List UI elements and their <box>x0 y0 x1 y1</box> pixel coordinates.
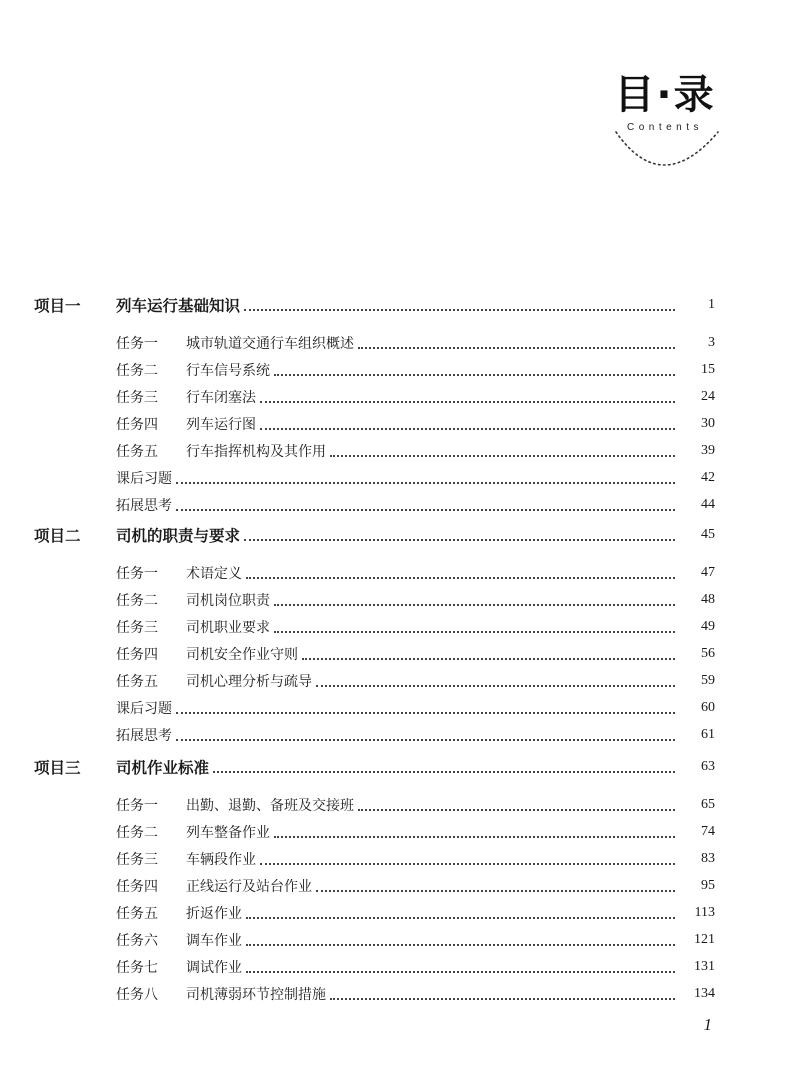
dot-leader <box>213 771 675 773</box>
dot-leader <box>246 944 675 946</box>
dot-leader <box>260 428 675 430</box>
toc-task-row[interactable] <box>116 587 715 613</box>
page-ref: 131 <box>694 959 715 974</box>
task-number: 任务二 <box>116 825 158 841</box>
task-title: 列车运行图 <box>186 417 256 433</box>
toc-task-row[interactable] <box>116 438 715 464</box>
task-title: 列车整备作业 <box>186 825 270 841</box>
dot-leader <box>246 971 675 973</box>
task-title: 拓展思考 <box>116 498 172 514</box>
dot-leader <box>316 685 675 687</box>
task-number: 任务二 <box>116 593 158 609</box>
task-title: 司机安全作业守则 <box>186 647 298 663</box>
task-title: 课后习题 <box>116 701 172 717</box>
task-title: 司机职业要求 <box>186 620 270 636</box>
task-title: 术语定义 <box>186 566 242 582</box>
page-ref: 47 <box>701 565 715 580</box>
toc-task-row[interactable] <box>116 668 715 694</box>
task-title: 折返作业 <box>186 906 242 922</box>
dot-leader <box>274 374 675 376</box>
page-subtitle: Contents <box>626 122 704 133</box>
toc-task-row[interactable] <box>116 981 715 1007</box>
page-ref: 121 <box>694 932 715 947</box>
task-number: 任务三 <box>116 852 158 868</box>
page-ref: 39 <box>701 443 715 458</box>
task-title: 出勤、退勤、备班及交接班 <box>186 798 354 814</box>
toc-task-row[interactable] <box>116 641 715 667</box>
page-ref: 24 <box>701 389 715 404</box>
dot-leader <box>302 658 675 660</box>
page-ref: 65 <box>701 797 715 812</box>
dot-leader <box>260 863 675 865</box>
toc-project-row[interactable] <box>34 522 715 548</box>
page-ref: 134 <box>694 986 715 1001</box>
toc-task-row[interactable] <box>116 819 715 845</box>
task-title: 司机心理分析与疏导 <box>186 674 312 690</box>
project-number: 项目一 <box>34 297 81 315</box>
project-title: 列车运行基础知识 <box>116 297 241 315</box>
toc-task-row[interactable] <box>116 846 715 872</box>
dot-leader <box>246 577 675 579</box>
task-title: 课后习题 <box>116 471 172 487</box>
toc-task-row[interactable] <box>116 614 715 640</box>
task-number: 任务五 <box>116 906 158 922</box>
task-title: 司机薄弱环节控制措施 <box>186 987 326 1003</box>
page-ref: 63 <box>701 759 715 774</box>
toc-task-row[interactable] <box>116 722 715 748</box>
dot-leader <box>244 539 675 541</box>
dot-leader <box>358 809 675 811</box>
page-ref: 1 <box>708 297 715 312</box>
page-ref: 113 <box>694 905 715 920</box>
page-ref: 61 <box>701 727 715 742</box>
task-number: 任务一 <box>116 798 158 814</box>
dot-leader <box>330 998 675 1000</box>
dot-leader <box>358 347 675 349</box>
task-title: 行车指挥机构及其作用 <box>186 444 326 460</box>
dot-leader <box>274 836 675 838</box>
toc-task-row[interactable] <box>116 330 715 356</box>
dot-leader <box>176 739 675 741</box>
dot-leader <box>244 309 675 311</box>
toc-task-row[interactable] <box>116 465 715 491</box>
task-title: 正线运行及站台作业 <box>186 879 312 895</box>
task-number: 任务四 <box>116 879 158 895</box>
page-ref: 49 <box>701 619 715 634</box>
dot-leader <box>330 455 675 457</box>
page-ref: 95 <box>701 878 715 893</box>
task-title: 行车信号系统 <box>186 363 270 379</box>
dot-leader <box>176 712 675 714</box>
task-title: 车辆段作业 <box>186 852 256 868</box>
dot-leader <box>176 482 675 484</box>
task-number: 任务四 <box>116 417 158 433</box>
toc-task-row[interactable] <box>116 927 715 953</box>
task-title: 城市轨道交通行车组织概述 <box>186 336 354 352</box>
page-number: 1 <box>703 1015 712 1034</box>
dot-leader <box>316 890 675 892</box>
task-number: 任务六 <box>116 933 158 949</box>
toc-task-row[interactable] <box>116 492 715 518</box>
dot-leader <box>274 604 675 606</box>
task-number: 任务三 <box>116 390 158 406</box>
project-title: 司机作业标准 <box>116 759 210 777</box>
project-title: 司机的职责与要求 <box>116 527 241 545</box>
toc-task-row[interactable] <box>116 695 715 721</box>
toc-task-row[interactable] <box>116 954 715 980</box>
task-title: 拓展思考 <box>116 728 172 744</box>
page-ref: 45 <box>701 527 715 542</box>
toc-project-row[interactable] <box>34 292 715 318</box>
task-number: 任务二 <box>116 363 158 379</box>
task-number: 任务一 <box>116 566 158 582</box>
task-number: 任务七 <box>116 960 158 976</box>
page-ref: 15 <box>701 362 715 377</box>
dot-leader <box>274 631 675 633</box>
dot-leader <box>260 401 675 403</box>
task-title: 调车作业 <box>186 933 242 949</box>
toc-task-row[interactable] <box>116 411 715 437</box>
page-title: 目·录 <box>614 72 716 118</box>
page-ref: 42 <box>701 470 715 485</box>
page-ref: 30 <box>701 416 715 431</box>
task-number: 任务三 <box>116 620 158 636</box>
dot-leader <box>246 917 675 919</box>
task-number: 任务八 <box>116 987 158 1003</box>
page-ref: 44 <box>701 497 715 512</box>
toc-project-row[interactable] <box>34 754 715 780</box>
task-number: 任务五 <box>116 674 158 690</box>
project-number: 项目三 <box>34 759 81 777</box>
toc-task-row[interactable] <box>116 900 715 926</box>
task-number: 任务五 <box>116 444 158 460</box>
page-ref: 83 <box>701 851 715 866</box>
task-title: 司机岗位职责 <box>186 593 270 609</box>
toc-task-row[interactable] <box>116 560 715 586</box>
toc-task-row[interactable] <box>116 384 715 410</box>
project-number: 项目二 <box>34 527 81 545</box>
page-ref: 59 <box>701 673 715 688</box>
task-title: 行车闭塞法 <box>186 390 256 406</box>
dot-leader <box>176 509 675 511</box>
page-ref: 48 <box>701 592 715 607</box>
page-ref: 74 <box>701 824 715 839</box>
page-ref: 56 <box>701 646 715 661</box>
task-number: 任务四 <box>116 647 158 663</box>
task-number: 任务一 <box>116 336 158 352</box>
page-ref: 3 <box>708 335 715 350</box>
page-ref: 60 <box>701 700 715 715</box>
toc-task-row[interactable] <box>116 792 715 818</box>
task-title: 调试作业 <box>186 960 242 976</box>
toc-task-row[interactable] <box>116 873 715 899</box>
toc-task-row[interactable] <box>116 357 715 383</box>
